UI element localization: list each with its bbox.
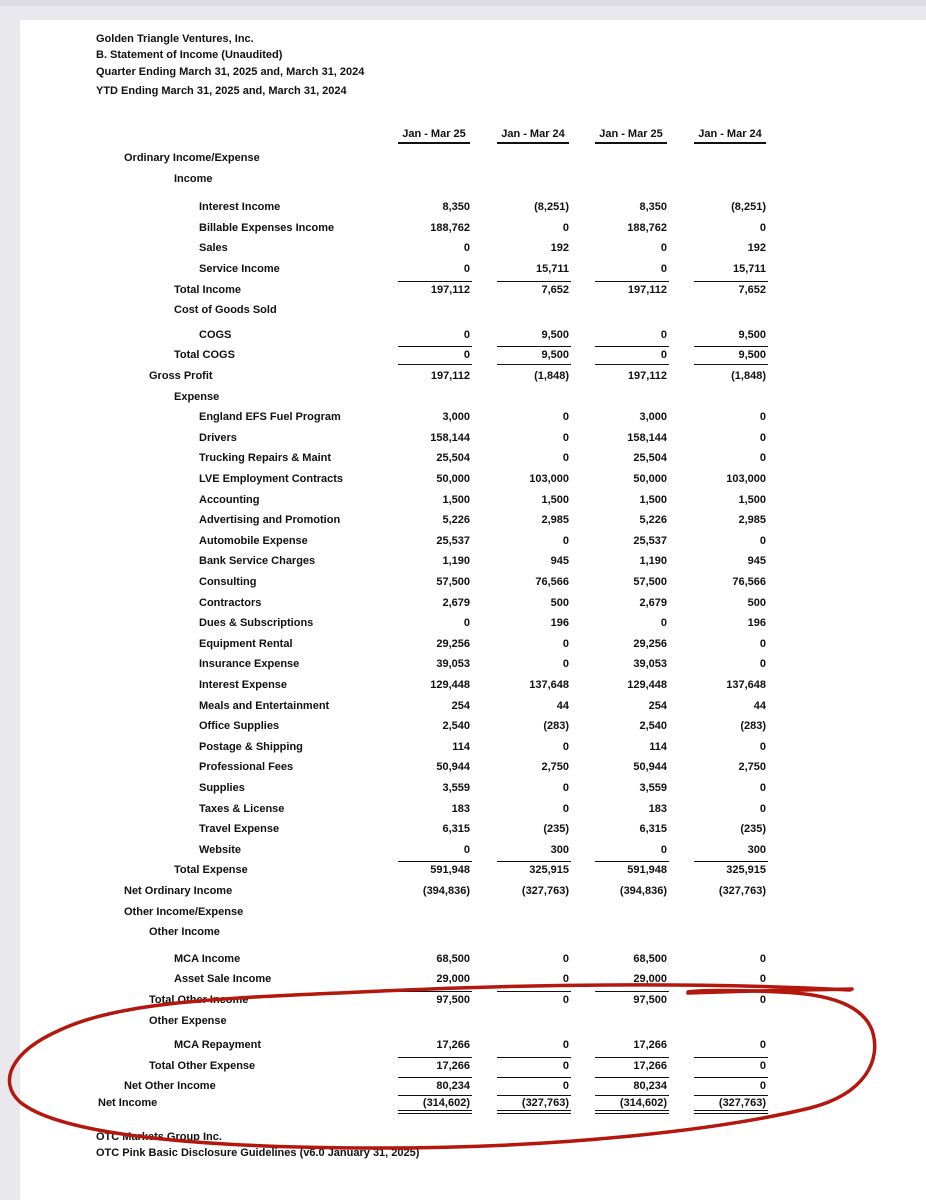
value-cell: (327,763): [718, 1097, 766, 1109]
value-cell: 196: [747, 617, 766, 630]
value-cell: 2,750: [541, 761, 569, 774]
value-cell: 1,190: [442, 555, 470, 568]
subtotal-rule: [398, 281, 472, 282]
total-rule: [595, 1095, 669, 1096]
row-label: Website: [199, 843, 241, 856]
value-cell: 591,948: [627, 864, 667, 877]
statement-title: B. Statement of Income (Unaudited): [96, 49, 283, 61]
value-cell: (1,848): [731, 370, 766, 382]
subtotal-rule: [694, 346, 768, 347]
subtotal-rule: [694, 1057, 768, 1058]
total-rule: [398, 1095, 472, 1096]
row-label: Cost of Goods Sold: [174, 304, 277, 317]
value-cell: 25,537: [633, 534, 667, 547]
row-label: Other Income/Expense: [124, 905, 244, 918]
row-label: Ordinary Income/Expense: [124, 152, 260, 164]
value-cell: 188,762: [627, 221, 667, 234]
column-header-ytd-2025: Jan - Mar 25: [595, 128, 667, 144]
value-cell: 76,566: [732, 576, 766, 588]
value-cell: 325,915: [726, 864, 766, 877]
value-cell: 500: [747, 596, 766, 609]
total-rule: [497, 1095, 571, 1096]
value-cell: 0: [463, 242, 470, 255]
value-cell: 0: [759, 1039, 766, 1052]
value-cell: 0: [562, 1039, 569, 1052]
subtotal-rule: [398, 861, 472, 862]
value-cell: 591,948: [430, 864, 470, 877]
row-label: Total Other Expense: [149, 1059, 256, 1072]
value-cell: (283): [543, 720, 569, 733]
company-name: Golden Triangle Ventures, Inc.: [96, 33, 254, 45]
row-label: Asset Sale Income: [174, 973, 272, 986]
value-cell: (314,602): [422, 1097, 470, 1109]
value-cell: 2,679: [442, 596, 470, 609]
value-cell: 0: [463, 328, 470, 341]
subtotal-rule: [595, 991, 669, 992]
value-cell: 1,190: [639, 555, 667, 568]
value-cell: 0: [759, 534, 766, 547]
subtotal-rule: [497, 1077, 571, 1078]
value-cell: 15,711: [732, 263, 766, 275]
value-cell: 29,256: [436, 637, 470, 650]
subtotal-rule: [497, 991, 571, 992]
row-label: Total Income: [174, 283, 242, 296]
row-label: Supplies: [199, 782, 245, 794]
value-cell: 0: [759, 802, 766, 815]
row-label: Net Other Income: [124, 1080, 216, 1093]
row-label: Expense: [174, 390, 220, 403]
value-cell: 0: [759, 411, 766, 424]
value-cell: (327,763): [521, 885, 569, 897]
value-cell: 25,504: [633, 452, 667, 465]
value-cell: 0: [562, 534, 569, 547]
row-label: Net Income: [98, 1097, 158, 1109]
value-cell: 129,448: [430, 679, 470, 691]
value-cell: 0: [759, 221, 766, 234]
subtotal-rule: [595, 861, 669, 862]
value-cell: 0: [562, 740, 569, 753]
value-cell: 197,112: [627, 370, 667, 382]
value-cell: 2,985: [738, 514, 766, 527]
value-cell: 183: [451, 802, 470, 815]
value-cell: 0: [759, 952, 766, 965]
value-cell: 114: [452, 740, 470, 753]
value-cell: 0: [463, 843, 470, 856]
value-cell: 158,144: [627, 431, 667, 444]
value-cell: 0: [660, 617, 667, 630]
value-cell: 0: [759, 1080, 766, 1093]
value-cell: 945: [550, 555, 569, 568]
value-cell: 80,234: [436, 1080, 470, 1093]
value-cell: 9,500: [541, 328, 569, 341]
value-cell: 0: [660, 263, 667, 275]
value-cell: 17,266: [436, 1059, 470, 1072]
value-cell: 0: [759, 637, 766, 650]
value-cell: (327,763): [718, 885, 766, 897]
row-label: Travel Expense: [199, 823, 280, 836]
value-cell: 2,679: [639, 596, 667, 609]
value-cell: 300: [747, 843, 766, 856]
row-label: Total COGS: [174, 349, 235, 362]
value-cell: 0: [759, 740, 766, 753]
value-cell: 0: [562, 1080, 569, 1093]
value-cell: 97,500: [633, 994, 667, 1006]
row-label: Billable Expenses Income: [199, 221, 335, 234]
footer-disclosure-guidelines: OTC Pink Basic Disclosure Guidelines (v6.0 January 31, 2025): [96, 1147, 420, 1159]
row-label: COGS: [199, 328, 232, 341]
value-cell: 29,256: [633, 637, 667, 650]
value-cell: 39,053: [633, 658, 667, 671]
subtotal-rule: [497, 861, 571, 862]
subtotal-rule: [497, 1057, 571, 1058]
value-cell: 188,762: [430, 221, 470, 234]
value-cell: 8,350: [639, 201, 667, 214]
value-cell: 5,226: [639, 514, 667, 527]
subtotal-rule: [694, 364, 768, 365]
row-label: Equipment Rental: [199, 637, 293, 650]
value-cell: 0: [759, 782, 766, 794]
value-cell: 9,500: [738, 328, 766, 341]
subtotal-rule: [694, 861, 768, 862]
value-cell: 6,315: [442, 823, 470, 836]
column-header-q1-2024: Jan - Mar 24: [497, 128, 569, 144]
row-label: Bank Service Charges: [199, 555, 316, 568]
double-underline: [595, 1110, 669, 1114]
value-cell: 6,315: [639, 823, 667, 836]
row-label: Other Income: [149, 926, 220, 939]
value-cell: 254: [451, 699, 470, 712]
value-cell: 15,711: [535, 263, 569, 275]
total-rule: [694, 1095, 768, 1096]
value-cell: 0: [562, 221, 569, 234]
row-label: Office Supplies: [199, 720, 280, 733]
column-header-ytd-2024: Jan - Mar 24: [694, 128, 766, 144]
value-cell: 1,500: [639, 493, 667, 506]
value-cell: 500: [550, 596, 569, 609]
subtotal-rule: [398, 1077, 472, 1078]
row-label: Advertising and Promotion: [199, 514, 341, 527]
value-cell: 0: [562, 952, 569, 965]
subtotal-rule: [398, 364, 472, 365]
value-cell: 0: [562, 452, 569, 465]
row-label: Automobile Expense: [199, 534, 308, 547]
value-cell: 137,648: [529, 679, 569, 691]
value-cell: (394,836): [619, 885, 667, 897]
row-label: Postage & Shipping: [199, 740, 303, 753]
value-cell: 29,000: [436, 973, 470, 986]
value-cell: 0: [660, 242, 667, 255]
value-cell: 0: [562, 431, 569, 444]
row-label: Net Ordinary Income: [124, 885, 233, 897]
row-label: MCA Repayment: [174, 1039, 261, 1052]
value-cell: 0: [463, 617, 470, 630]
value-cell: (235): [740, 823, 766, 836]
value-cell: 2,750: [738, 761, 766, 774]
value-cell: 0: [562, 411, 569, 424]
value-cell: 197,112: [627, 283, 667, 296]
double-underline: [398, 1110, 472, 1114]
row-label: Dues & Subscriptions: [199, 617, 314, 630]
value-cell: 76,566: [535, 576, 569, 588]
row-label: Insurance Expense: [199, 658, 300, 671]
value-cell: 192: [747, 242, 766, 255]
value-cell: 0: [562, 1059, 569, 1072]
value-cell: 25,537: [436, 534, 470, 547]
value-cell: 325,915: [529, 864, 569, 877]
value-cell: 50,944: [633, 761, 667, 774]
value-cell: 197,112: [430, 370, 470, 382]
value-cell: 1,500: [541, 493, 569, 506]
value-cell: 57,500: [436, 576, 470, 588]
value-cell: (1,848): [534, 370, 569, 382]
value-cell: 68,500: [436, 952, 470, 965]
value-cell: (8,251): [731, 201, 766, 214]
row-label: Interest Expense: [199, 679, 288, 691]
value-cell: 3,559: [639, 782, 667, 794]
row-label: MCA Income: [174, 952, 241, 965]
value-cell: 0: [660, 843, 667, 856]
value-cell: 57,500: [633, 576, 667, 588]
row-label: Interest Income: [199, 201, 281, 214]
subtotal-rule: [595, 364, 669, 365]
double-underline: [694, 1110, 768, 1114]
value-cell: 0: [463, 263, 470, 275]
subtotal-rule: [595, 1077, 669, 1078]
value-cell: (8,251): [534, 201, 569, 214]
value-cell: 17,266: [633, 1059, 667, 1072]
value-cell: 183: [648, 802, 667, 815]
row-label: Trucking Repairs & Maint: [199, 452, 332, 465]
value-cell: 0: [562, 637, 569, 650]
row-label: England EFS Fuel Program: [199, 411, 341, 424]
value-cell: 3,000: [639, 411, 667, 424]
row-label: Meals and Entertainment: [199, 699, 330, 712]
value-cell: 196: [550, 617, 569, 630]
value-cell: 50,944: [436, 761, 470, 774]
value-cell: 0: [562, 994, 569, 1006]
value-cell: 0: [660, 349, 667, 362]
value-cell: 8,350: [442, 201, 470, 214]
subtotal-rule: [497, 281, 571, 282]
row-label: Consulting: [199, 576, 257, 588]
row-label: Other Expense: [149, 1014, 227, 1027]
page-top-band: [0, 0, 926, 6]
row-label: Accounting: [199, 493, 260, 506]
value-cell: 0: [759, 431, 766, 444]
double-underline: [497, 1110, 571, 1114]
value-cell: 2,540: [442, 720, 470, 733]
subtotal-rule: [497, 364, 571, 365]
value-cell: 0: [759, 994, 766, 1006]
value-cell: 17,266: [436, 1039, 470, 1052]
value-cell: 300: [550, 843, 569, 856]
value-cell: 25,504: [436, 452, 470, 465]
value-cell: 197,112: [430, 283, 470, 296]
value-cell: 192: [550, 242, 569, 255]
value-cell: 97,500: [436, 994, 470, 1006]
subtotal-rule: [398, 991, 472, 992]
ytd-period: YTD Ending March 31, 2025 and, March 31, 2024: [96, 85, 347, 97]
value-cell: 9,500: [738, 349, 766, 362]
value-cell: 945: [747, 555, 766, 568]
value-cell: 0: [759, 452, 766, 465]
row-label: Drivers: [199, 431, 237, 444]
subtotal-rule: [595, 1057, 669, 1058]
value-cell: 1,500: [738, 493, 766, 506]
row-label: LVE Employment Contracts: [199, 473, 344, 485]
value-cell: 29,000: [633, 973, 667, 986]
subtotal-rule: [398, 1057, 472, 1058]
value-cell: (235): [543, 823, 569, 836]
row-label: Contractors: [199, 596, 262, 609]
value-cell: 44: [556, 699, 569, 712]
value-cell: 0: [562, 802, 569, 815]
value-cell: 0: [562, 973, 569, 986]
value-cell: 3,000: [442, 411, 470, 424]
value-cell: 0: [562, 658, 569, 671]
value-cell: 50,000: [633, 473, 667, 485]
value-cell: 17,266: [633, 1039, 667, 1052]
row-label: Total Other Income: [149, 994, 249, 1006]
value-cell: (283): [740, 720, 766, 733]
subtotal-rule: [497, 346, 571, 347]
value-cell: 0: [562, 782, 569, 794]
row-label: Total Expense: [174, 864, 248, 877]
row-label: Income: [174, 172, 213, 185]
row-label: Gross Profit: [149, 370, 213, 382]
row-label: Sales: [199, 242, 228, 255]
value-cell: 9,500: [541, 349, 569, 362]
value-cell: 2,985: [541, 514, 569, 527]
value-cell: (394,836): [422, 885, 470, 897]
row-label: Taxes & License: [199, 802, 285, 815]
row-label: Service Income: [199, 263, 280, 275]
value-cell: 80,234: [633, 1080, 667, 1093]
value-cell: 0: [759, 973, 766, 986]
value-cell: 1,500: [442, 493, 470, 506]
value-cell: 254: [648, 699, 667, 712]
value-cell: 114: [649, 740, 667, 753]
subtotal-rule: [694, 1077, 768, 1078]
value-cell: 158,144: [430, 431, 470, 444]
value-cell: 5,226: [442, 514, 470, 527]
value-cell: 129,448: [627, 679, 667, 691]
subtotal-rule: [694, 991, 768, 992]
value-cell: 44: [753, 699, 766, 712]
value-cell: 7,652: [738, 283, 766, 296]
subtotal-rule: [595, 346, 669, 347]
value-cell: 3,559: [442, 782, 470, 794]
value-cell: 0: [463, 349, 470, 362]
footer-otc-markets: OTC Markets Group Inc.: [96, 1131, 222, 1143]
value-cell: 137,648: [726, 679, 766, 691]
row-label: Professional Fees: [199, 761, 294, 774]
subtotal-rule: [398, 346, 472, 347]
value-cell: (314,602): [619, 1097, 667, 1109]
subtotal-rule: [694, 281, 768, 282]
value-cell: 2,540: [639, 720, 667, 733]
value-cell: 39,053: [436, 658, 470, 671]
value-cell: (327,763): [521, 1097, 569, 1109]
value-cell: 0: [759, 658, 766, 671]
value-cell: 0: [759, 1059, 766, 1072]
column-header-q1-2025: Jan - Mar 25: [398, 128, 470, 144]
value-cell: 50,000: [436, 473, 470, 485]
quarter-period: Quarter Ending March 31, 2025 and, March 31, 2024: [96, 66, 365, 78]
value-cell: 7,652: [541, 283, 569, 296]
value-cell: 103,000: [529, 473, 569, 485]
value-cell: 0: [660, 328, 667, 341]
value-cell: 68,500: [633, 952, 667, 965]
subtotal-rule: [595, 281, 669, 282]
value-cell: 103,000: [726, 473, 766, 485]
